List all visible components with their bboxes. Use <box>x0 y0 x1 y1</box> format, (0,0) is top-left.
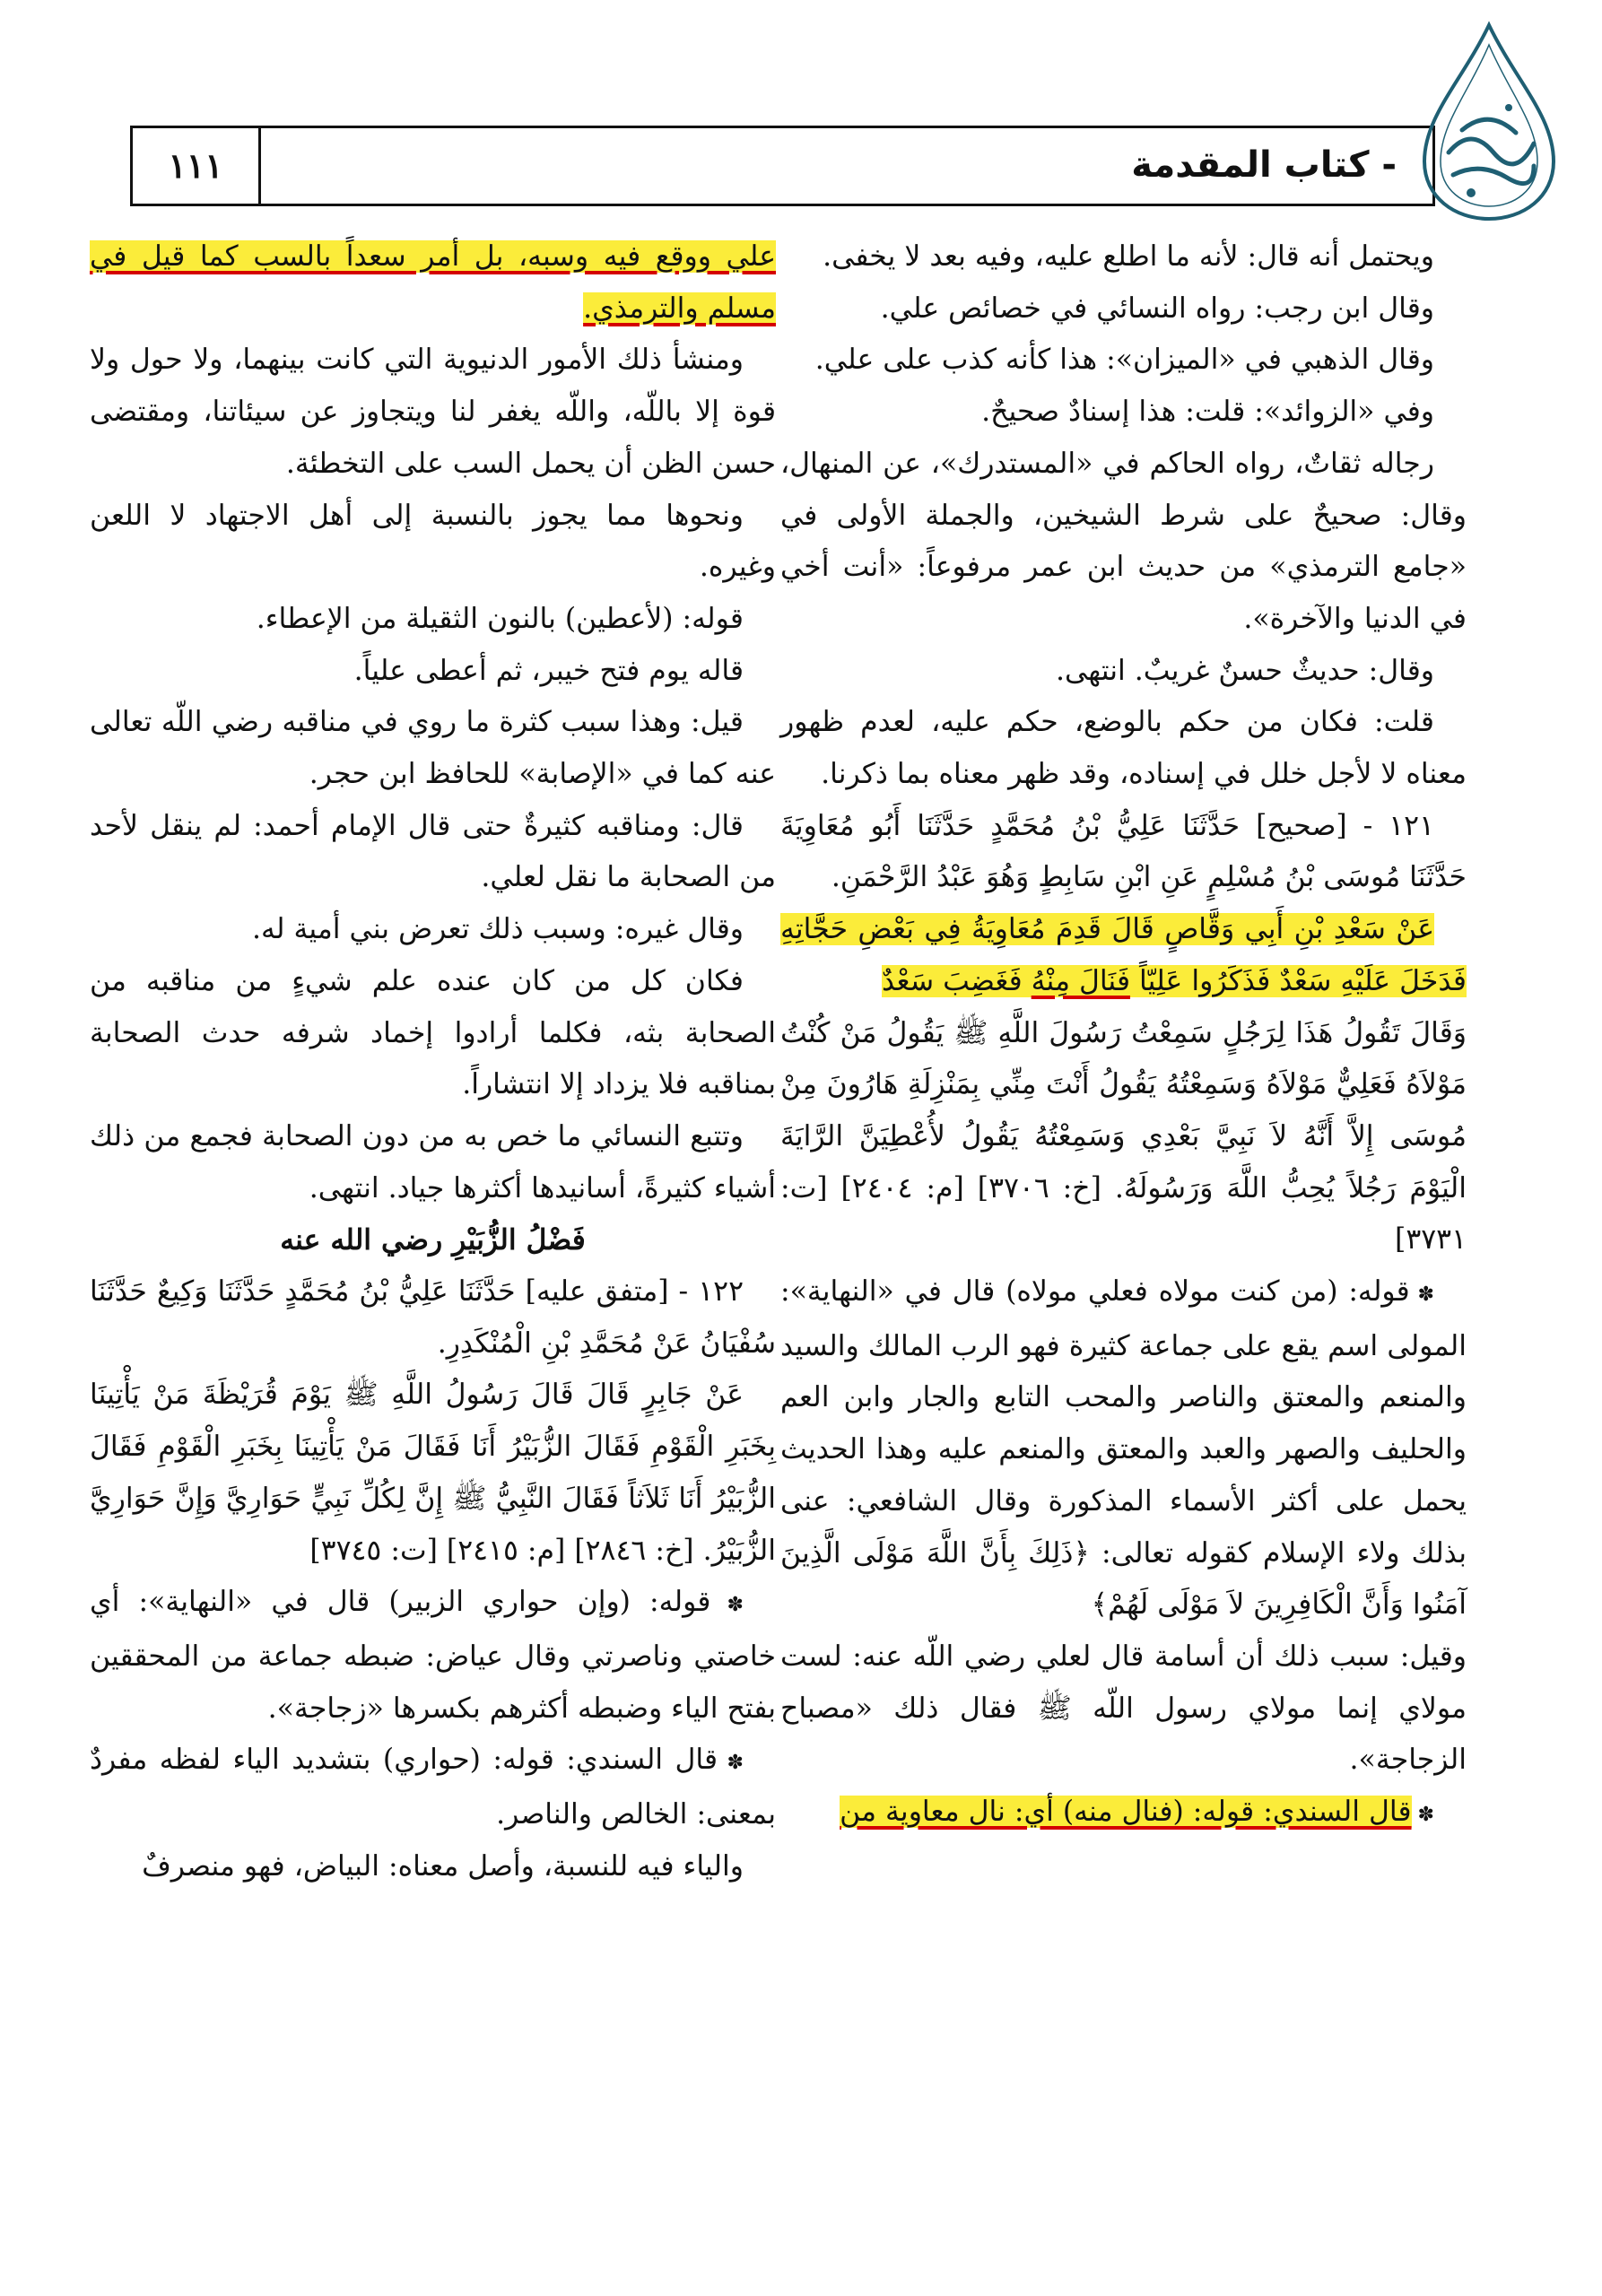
paragraph-text: وقال غيره: وسبب ذلك تعرض بني أمية له. <box>251 913 744 946</box>
paragraph <box>780 904 1467 1007</box>
paragraph <box>780 335 1467 387</box>
paragraph-text: ومنشأ ذلك الأمور الدنيوية التي كانت بينهما، ولا حول ولا قوة إلا باللّه، واللّه يغفر لنا ويتجاوز عن سيئاتنا، ومقتضى حسن الظن أن يحمل السب على التخطئة. <box>90 344 776 480</box>
paragraph <box>780 283 1467 335</box>
paragraph <box>780 1631 1467 1787</box>
paragraph <box>90 491 776 594</box>
paragraph-text: فكان كل من كان عنده علم شيءٍ من مناقبه من الصحابة بثه، فكلما أرادوا إخماد شرفه حدث الصحابة بمناقبه فلا يزداد إلا انتشاراً. <box>90 964 776 1101</box>
paragraph-text: عَنْ سَعْدِ بْنِ أَبِي وَقَّاصٍ قَالَ قَدِمَ مُعَاوِيَةُ فِي بَعْضِ حَجَّاتِهِ فَدَخَلَ عَلَيْهِ سَعْدٌ فَذَكَرُوا عَلِيّاً فَنَالَ مِنْهُ فَغَضِبَ سَعْدٌ <box>780 913 1467 997</box>
page-header <box>130 126 1435 206</box>
paragraph <box>90 646 776 698</box>
underlined-phrase: فَنَالَ مِنْهُ <box>1031 964 1130 997</box>
paragraph <box>90 594 776 646</box>
paragraph-text: قال السندي: قوله: (حواري) بتشديد الياء لفظه مفردٌ بمعنى: الخالص والناصر. <box>90 1744 776 1831</box>
asterisk-bullet-icon: ✽ <box>710 1594 744 1617</box>
paragraph-text: وقال الذهبي في «الميزان»: هذا كأنه كذب على علي. <box>814 344 1434 377</box>
asterisk-bullet-icon: ✽ <box>1411 1804 1434 1827</box>
paragraph-text: وفي «الزوائد»: قلت: هذا إسنادٌ صحيحٌ. <box>981 396 1434 429</box>
paragraph <box>90 956 776 1111</box>
paragraph-text: ويحتمل أنه قال: لأنه ما اطلع عليه، وفيه بعد لا يخفى. <box>823 240 1434 273</box>
paragraph-text: قوله: (لأعطين) بالنون الثقيلة من الإعطاء. <box>256 602 744 635</box>
asterisk-bullet-icon: ✽ <box>1409 1283 1434 1307</box>
paragraph-text: وتتبع النسائي ما خص به من دون الصحابة فجمع من ذلك أشياء كثيرةً، أسانيدها أكثرها جياد. انتهى. <box>90 1119 776 1205</box>
paragraph-text: عَنْ جَابِرٍ قَالَ قَالَ رَسُولُ اللَّهِ ﷺ يَوْمَ قُرَيْظَةَ مَنْ يَأْتِينَا بِخَبَرِ الْقَوْمِ فَقَالَ الزُّبَيْرُ أَنَا فَقَالَ مَنْ يَأْتِينَا بِخَبَرِ الْقَوْمِ فَقَالَ الزُّبَيْرُ أَنَا ثَلاَثاً فَقَالَ النَّبِيُّ ﷺ إِنَّ لِكُلِّ نَبِيٍّ حَوَارِيَّ وَإِنَّ حَوَارِيَّ الزُّبَيْرُ. [خ: ٢٨٤٦] [م: ٢٤١٥] [ت: ٣٧٤٥] <box>90 1378 776 1567</box>
paragraph-text: قال السندي: قوله: (فنال منه) أي: نال معاوية من <box>840 1796 1412 1829</box>
paragraph <box>90 697 776 800</box>
paragraph <box>90 1111 776 1214</box>
paragraph-text: ١٢٢ - [متفق عليه] حَدَّثَنَا عَلِيُّ بْنُ مُحَمَّدٍ حَدَّثَنَا وَكِيعٌ حَدَّثَنَا سُفْيَانُ عَنْ مُحَمَّدِ بْنِ الْمُنْكَدِرِ. <box>90 1275 776 1360</box>
paragraph <box>90 1370 776 1577</box>
paragraph-text: قلت: فكان من حكم بالوضع، حكم عليه، لعدم ظهور معناه لا لأجل خلل في إسناده، وقد ظهر معناه بما ذكرنا. <box>780 706 1467 791</box>
right-column <box>780 231 1467 1841</box>
paragraph <box>780 1787 1467 1841</box>
paragraph-text: قاله يوم فتح خيبر، ثم أعطى علياً. <box>353 654 744 687</box>
paragraph <box>90 801 776 904</box>
paragraph-text: رجاله ثقاتٌ، رواه الحاكم في «المستدرك»، عن المنهال، وقال: صحيحٌ على شرط الشيخين، والجملة الأولى في «جامع الترمذي» من حديث ابن عمر مرفوعاً: «أنت أخي في الدنيا والآخرة». <box>780 447 1467 635</box>
left-column <box>90 231 776 1893</box>
paragraph <box>90 1735 776 1840</box>
chapter-title: - كتاب المقدمة <box>1131 144 1397 186</box>
paragraph <box>90 335 776 490</box>
asterisk-bullet-icon: ✽ <box>718 1752 744 1775</box>
paragraph-text: وَقَالَ تَقُولُ هَذَا لِرَجُلٍ سَمِعْتُ رَسُولَ اللَّهِ ﷺ يَقُولُ مَنْ كُنْتُ مَوْلاَهُ فَعَلِيٌّ مَوْلاَهُ وَسَمِعْتُهُ يَقُولُ أَنْتَ مِنِّي بِمَنْزِلَةِ هَارُونَ مِنْ مُوسَى إِلاَّ أَنَّهُ لاَ نَبِيَّ بَعْدِي وَسَمِعْتُهُ يَقُولُ لأُعْطِيَنَّ الرَّايَةَ الْيَوْمَ رَجُلاً يُحِبُّ اللَّهَ وَرَسُولَهُ. [خ: ٣٧٠٦] [م: ٢٤٠٤] [ت: ٣٧٣١] <box>780 1016 1467 1257</box>
paragraph-text: علي ووقع فيه وسبه، بل أمر سعداً بالسب كما قيل في مسلم والترمذي. <box>90 240 776 325</box>
paragraph-text: قيل: وهذا سبب كثرة ما روي في مناقبه رضي اللّه تعالى عنه كما في «الإصابة» للحافظ ابن حجر. <box>90 706 776 791</box>
paragraph <box>780 646 1467 698</box>
paragraph <box>780 387 1467 439</box>
paragraph <box>780 1008 1467 1267</box>
paragraph-text: وقال ابن رجب: رواه النسائي في خصائص علي. <box>880 291 1434 325</box>
paragraph-text: وقال: حديثٌ حسنٌ غريبٌ. انتهى. <box>1055 654 1434 687</box>
page-number: ١١١ <box>133 128 261 204</box>
paragraph <box>90 1841 776 1893</box>
calligraphy-watermark-icon <box>1408 18 1570 224</box>
paragraph-text: قوله: (من كنت مولاه فعلي مولاه) قال في «النهاية»: المولى اسم يقع على جماعة كثيرة فهو الرب المالك والسيد والمنعم والمعتق والناصر والمحب التابع والجار وابن العم والحليف والصهر والعبد والمعتق والمنعم عليه وهذا الحديث يحمل على أكثر الأسماء المذكورة وقال الشافعي: عنى بذلك ولاء الإسلام كقوله تعالى: ﴿ذَلِكَ بِأَنَّ اللَّهَ مَوْلَى الَّذِينَ آمَنُوا وَأَنَّ الْكَافِرِينَ لاَ مَوْلَى لَهُمْ﴾ <box>780 1275 1467 1622</box>
paragraph-text: ونحوها مما يجوز بالنسبة إلى أهل الاجتهاد لا اللعن وغيره. <box>90 499 776 584</box>
paragraph-text: فَضْلُ الزُّبَيْرِ رضي الله عنه <box>280 1223 586 1257</box>
paragraph-text: قال: ومناقبه كثيرةٌ حتى قال الإمام أحمد: لم ينقل لأحد من الصحابة ما نقل لعلي. <box>90 809 776 894</box>
paragraph-text: وقيل: سبب ذلك أن أسامة قال لعلي رضي اللّه عنه: لست مولاي إنما مولاي رسول اللّه ﷺ فقال ذلك «مصباح الزجاجة». <box>780 1639 1467 1777</box>
section-heading <box>90 1214 776 1266</box>
paragraph <box>780 439 1467 646</box>
paragraph <box>780 1266 1467 1631</box>
paragraph <box>90 231 776 335</box>
paragraph <box>780 801 1467 904</box>
paragraph-text: ١٢١ - [صحيح] حَدَّثَنَا عَلِيُّ بْنُ مُحَمَّدٍ حَدَّثَنَا أَبُو مُعَاوِيَةَ حَدَّثَنَا مُوسَى بْنُ مُسْلِمٍ عَنِ ابْنِ سَابِطٍ وَهُوَ عَبْدُ الرَّحْمَنِ. <box>780 809 1467 894</box>
paragraph <box>780 231 1467 283</box>
paragraph <box>90 904 776 956</box>
paragraph <box>90 1266 776 1370</box>
paragraph <box>780 697 1467 800</box>
paragraph <box>90 1577 776 1735</box>
paragraph-text: قوله: (وإن حواري الزبير) قال في «النهاية»: أي خاصتي وناصرتي وقال عياض: ضبطه جماعة من المحققين بفتح الياء وضبطه أكثرهم بكسرها «زجاجة». <box>90 1586 776 1725</box>
paragraph-text: والياء فيه للنسبة، وأصل معناه: البياض، فهو منصرفٌ <box>142 1849 744 1883</box>
